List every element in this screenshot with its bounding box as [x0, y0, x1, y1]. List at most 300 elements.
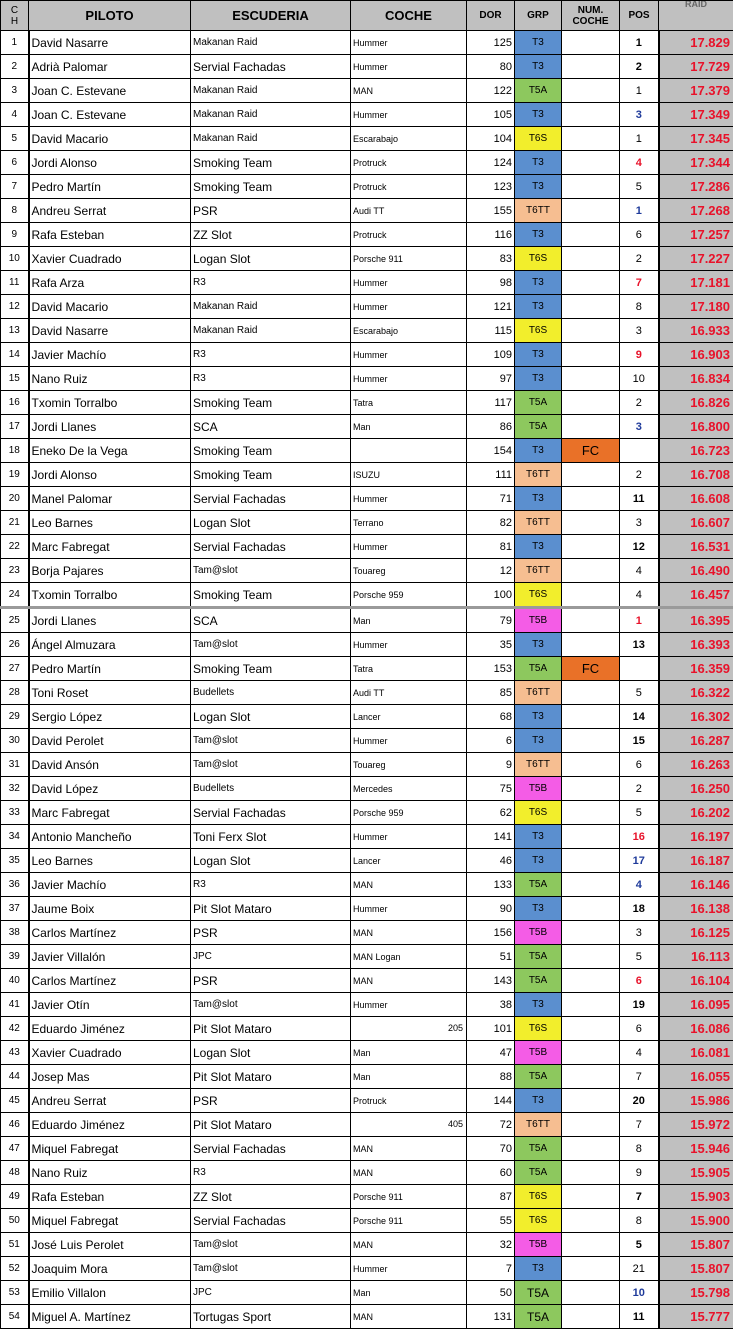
cell-piloto: Javier Machío — [29, 873, 191, 897]
cell-dor: 104 — [467, 127, 515, 151]
cell-dor: 115 — [467, 319, 515, 343]
cell-raid: 16.138 — [659, 897, 733, 921]
cell-ch: 5 — [1, 127, 29, 151]
cell-num-coche — [562, 247, 620, 271]
cell-coche: Hummer — [351, 993, 467, 1017]
cell-escuderia: Servial Fachadas — [191, 535, 351, 559]
cell-ch: 42 — [1, 1017, 29, 1041]
cell-pos: 18 — [620, 897, 659, 921]
cell-num-coche — [562, 705, 620, 729]
cell-piloto: Borja Pajares — [29, 559, 191, 583]
cell-escuderia: SCA — [191, 608, 351, 633]
cell-grp: T6TT — [515, 199, 562, 223]
cell-coche: Tatra — [351, 657, 467, 681]
cell-escuderia: Smoking Team — [191, 583, 351, 608]
cell-coche: Protruck — [351, 151, 467, 175]
cell-ch: 4 — [1, 103, 29, 127]
cell-piloto: Javier Villalón — [29, 945, 191, 969]
cell-coche: Man — [351, 608, 467, 633]
table-row — [1, 127, 733, 151]
table-row — [1, 103, 733, 127]
cell-ch: 10 — [1, 247, 29, 271]
cell-coche: Protruck — [351, 223, 467, 247]
cell-num-coche — [562, 103, 620, 127]
cell-dor: 122 — [467, 79, 515, 103]
cell-num-coche — [562, 608, 620, 633]
table-row — [1, 295, 733, 319]
cell-num-coche — [562, 849, 620, 873]
cell-pos: 8 — [620, 1137, 659, 1161]
cell-num-coche — [562, 825, 620, 849]
cell-escuderia: Budellets — [191, 777, 351, 801]
cell-raid: 16.125 — [659, 921, 733, 945]
cell-dor: 101 — [467, 1017, 515, 1041]
cell-escuderia: SCA — [191, 415, 351, 439]
cell-dor: 105 — [467, 103, 515, 127]
cell-piloto: David Ansón — [29, 753, 191, 777]
cell-escuderia: Makanan Raid — [191, 127, 351, 151]
cell-raid: 16.095 — [659, 993, 733, 1017]
table-row — [1, 271, 733, 295]
cell-coche: MAN — [351, 79, 467, 103]
cell-piloto: Ángel Almuzara — [29, 633, 191, 657]
cell-grp: T3 — [515, 343, 562, 367]
cell-piloto: Nano Ruiz — [29, 367, 191, 391]
cell-num-coche — [562, 487, 620, 511]
cell-pos — [620, 439, 659, 463]
cell-pos: 4 — [620, 873, 659, 897]
table-row — [1, 1209, 733, 1233]
cell-grp: T3 — [515, 295, 562, 319]
cell-piloto: Jordi Alonso — [29, 463, 191, 487]
cell-dor: 123 — [467, 175, 515, 199]
cell-ch: 13 — [1, 319, 29, 343]
cell-escuderia: Logan Slot — [191, 247, 351, 271]
cell-pos: 1 — [620, 127, 659, 151]
cell-piloto: Toni Roset — [29, 681, 191, 705]
cell-raid: 17.227 — [659, 247, 733, 271]
cell-pos: 4 — [620, 151, 659, 175]
cell-dor: 51 — [467, 945, 515, 969]
cell-coche: Hummer — [351, 271, 467, 295]
cell-escuderia: Logan Slot — [191, 511, 351, 535]
cell-grp: T6TT — [515, 681, 562, 705]
cell-num-coche — [562, 681, 620, 705]
table-row — [1, 945, 733, 969]
table-header-row — [1, 1, 733, 31]
cell-grp: T5A — [515, 657, 562, 681]
cell-dor: 98 — [467, 271, 515, 295]
cell-pos: 9 — [620, 1161, 659, 1185]
cell-escuderia: PSR — [191, 199, 351, 223]
table-row — [1, 681, 733, 705]
cell-dor: 125 — [467, 31, 515, 55]
cell-num-coche — [562, 969, 620, 993]
table-row — [1, 1161, 733, 1185]
cell-dor: 75 — [467, 777, 515, 801]
cell-dor: 72 — [467, 1113, 515, 1137]
cell-escuderia: Pit Slot Mataro — [191, 1017, 351, 1041]
cell-grp: T3 — [515, 367, 562, 391]
header-dor: DOR — [467, 1, 515, 31]
cell-ch: 12 — [1, 295, 29, 319]
cell-escuderia: Makanan Raid — [191, 319, 351, 343]
cell-num-coche — [562, 415, 620, 439]
cell-pos: 1 — [620, 31, 659, 55]
cell-pos: 6 — [620, 1017, 659, 1041]
cell-pos: 12 — [620, 535, 659, 559]
cell-grp: T5A — [515, 1137, 562, 1161]
cell-ch: 49 — [1, 1185, 29, 1209]
cell-piloto: Pedro Martín — [29, 175, 191, 199]
cell-ch: 24 — [1, 583, 29, 608]
cell-ch: 39 — [1, 945, 29, 969]
cell-pos: 5 — [620, 801, 659, 825]
cell-coche: Man — [351, 1065, 467, 1089]
cell-pos: 7 — [620, 1113, 659, 1137]
cell-grp: T5A — [515, 873, 562, 897]
table-row — [1, 175, 733, 199]
cell-ch: 35 — [1, 849, 29, 873]
cell-piloto: Jordi Alonso — [29, 151, 191, 175]
cell-coche — [351, 1017, 467, 1041]
cell-ch: 50 — [1, 1209, 29, 1233]
cell-dor: 79 — [467, 608, 515, 633]
cell-piloto: Miquel Fabregat — [29, 1209, 191, 1233]
cell-raid: 16.393 — [659, 633, 733, 657]
cell-ch: 26 — [1, 633, 29, 657]
cell-grp: T6S — [515, 1209, 562, 1233]
cell-coche: Hummer — [351, 1257, 467, 1281]
cell-grp: T3 — [515, 103, 562, 127]
cell-escuderia: PSR — [191, 969, 351, 993]
cell-pos: 5 — [620, 945, 659, 969]
cell-num-coche — [562, 729, 620, 753]
cell-ch: 9 — [1, 223, 29, 247]
cell-num-coche — [562, 753, 620, 777]
header-num-coche: NUM. COCHE — [562, 1, 620, 31]
table-row — [1, 753, 733, 777]
cell-raid: 16.933 — [659, 319, 733, 343]
cell-raid: 16.723 — [659, 439, 733, 463]
cell-ch: 30 — [1, 729, 29, 753]
cell-piloto: Txomin Torralbo — [29, 391, 191, 415]
cell-raid: 17.379 — [659, 79, 733, 103]
cell-raid: 15.972 — [659, 1113, 733, 1137]
cell-ch: 33 — [1, 801, 29, 825]
cell-grp: T3 — [515, 271, 562, 295]
cell-ch: 52 — [1, 1257, 29, 1281]
cell-coche: Hummer — [351, 55, 467, 79]
cell-piloto: Joaquim Mora — [29, 1257, 191, 1281]
cell-grp: T5A — [515, 1305, 562, 1329]
cell-coche-extra: 405 — [447, 1119, 463, 1129]
cell-num-coche — [562, 511, 620, 535]
cell-piloto: David Macario — [29, 127, 191, 151]
cell-ch: 22 — [1, 535, 29, 559]
header-coche: COCHE — [351, 1, 467, 31]
cell-raid: 15.900 — [659, 1209, 733, 1233]
cell-dor: 83 — [467, 247, 515, 271]
cell-raid: 16.302 — [659, 705, 733, 729]
cell-pos: 3 — [620, 103, 659, 127]
cell-piloto: Javier Otín — [29, 993, 191, 1017]
table-row — [1, 705, 733, 729]
cell-dor: 82 — [467, 511, 515, 535]
cell-grp: T6TT — [515, 463, 562, 487]
cell-raid: 16.826 — [659, 391, 733, 415]
cell-raid: 16.395 — [659, 608, 733, 633]
table-row — [1, 1113, 733, 1137]
cell-ch: 28 — [1, 681, 29, 705]
cell-escuderia: R3 — [191, 1161, 351, 1185]
cell-ch: 25 — [1, 608, 29, 633]
table-row — [1, 343, 733, 367]
cell-ch: 8 — [1, 199, 29, 223]
cell-grp: T6S — [515, 1017, 562, 1041]
cell-dor: 88 — [467, 1065, 515, 1089]
cell-piloto: José Luis Perolet — [29, 1233, 191, 1257]
cell-dor: 47 — [467, 1041, 515, 1065]
cell-escuderia: Smoking Team — [191, 463, 351, 487]
cell-piloto: Nano Ruiz — [29, 1161, 191, 1185]
cell-dor: 46 — [467, 849, 515, 873]
cell-coche: Touareg — [351, 559, 467, 583]
cell-dor: 117 — [467, 391, 515, 415]
cell-num-coche — [562, 271, 620, 295]
cell-escuderia: Budellets — [191, 681, 351, 705]
cell-piloto: Pedro Martín — [29, 657, 191, 681]
table-row — [1, 1041, 733, 1065]
cell-piloto: Xavier Cuadrado — [29, 247, 191, 271]
cell-coche: Hummer — [351, 897, 467, 921]
cell-ch: 41 — [1, 993, 29, 1017]
cell-grp: T6TT — [515, 511, 562, 535]
cell-ch: 18 — [1, 439, 29, 463]
cell-pos: 8 — [620, 1209, 659, 1233]
table-row — [1, 463, 733, 487]
cell-coche: Mercedes — [351, 777, 467, 801]
cell-raid: 16.287 — [659, 729, 733, 753]
cell-escuderia: ZZ Slot — [191, 1185, 351, 1209]
cell-raid: 16.322 — [659, 681, 733, 705]
cell-dor: 100 — [467, 583, 515, 608]
cell-pos: 3 — [620, 415, 659, 439]
cell-coche: Porsche 911 — [351, 247, 467, 271]
table-row — [1, 31, 733, 55]
cell-dor: 90 — [467, 897, 515, 921]
cell-grp: T5A — [515, 1281, 562, 1305]
cell-grp: T5A — [515, 945, 562, 969]
cell-grp: T3 — [515, 993, 562, 1017]
cell-coche: Hummer — [351, 343, 467, 367]
cell-pos: 11 — [620, 1305, 659, 1329]
cell-num-coche: FC — [562, 657, 620, 681]
cell-ch: 3 — [1, 79, 29, 103]
cell-pos: 5 — [620, 175, 659, 199]
cell-escuderia: Tam@slot — [191, 993, 351, 1017]
table-row — [1, 223, 733, 247]
cell-grp: T5A — [515, 1065, 562, 1089]
cell-pos: 2 — [620, 391, 659, 415]
cell-piloto: Leo Barnes — [29, 849, 191, 873]
table-row — [1, 535, 733, 559]
cell-raid: 17.286 — [659, 175, 733, 199]
table-row — [1, 897, 733, 921]
cell-coche: MAN — [351, 1161, 467, 1185]
cell-escuderia: Servial Fachadas — [191, 801, 351, 825]
cell-num-coche — [562, 921, 620, 945]
table-row — [1, 583, 733, 608]
cell-dor: 97 — [467, 367, 515, 391]
cell-grp: T5B — [515, 777, 562, 801]
cell-coche: Porsche 959 — [351, 583, 467, 608]
cell-num-coche — [562, 343, 620, 367]
cell-piloto: Joan C. Estevane — [29, 79, 191, 103]
cell-pos: 21 — [620, 1257, 659, 1281]
cell-raid: 16.903 — [659, 343, 733, 367]
cell-pos: 3 — [620, 511, 659, 535]
cell-coche: Man — [351, 1041, 467, 1065]
table-row — [1, 825, 733, 849]
cell-dor: 109 — [467, 343, 515, 367]
cell-coche: Hummer — [351, 31, 467, 55]
cell-escuderia: Tam@slot — [191, 753, 351, 777]
cell-escuderia: Smoking Team — [191, 657, 351, 681]
cell-pos: 4 — [620, 1041, 659, 1065]
cell-escuderia: Servial Fachadas — [191, 487, 351, 511]
cell-escuderia: Tam@slot — [191, 729, 351, 753]
cell-grp: T3 — [515, 535, 562, 559]
cell-piloto: Leo Barnes — [29, 511, 191, 535]
cell-raid: 17.268 — [659, 199, 733, 223]
cell-raid: 16.113 — [659, 945, 733, 969]
cell-grp: T6TT — [515, 1113, 562, 1137]
table-row — [1, 873, 733, 897]
cell-grp: T3 — [515, 729, 562, 753]
cell-grp: T5B — [515, 1233, 562, 1257]
cell-escuderia: Pit Slot Mataro — [191, 1113, 351, 1137]
cell-grp: T5A — [515, 1161, 562, 1185]
cell-ch: 48 — [1, 1161, 29, 1185]
cell-num-coche: FC — [562, 439, 620, 463]
cell-grp: T5A — [515, 79, 562, 103]
cell-grp: T5B — [515, 921, 562, 945]
cell-num-coche — [562, 993, 620, 1017]
cell-num-coche — [562, 1017, 620, 1041]
cell-num-coche — [562, 55, 620, 79]
cell-dor: 87 — [467, 1185, 515, 1209]
cell-num-coche — [562, 1137, 620, 1161]
cell-num-coche — [562, 1041, 620, 1065]
cell-dor: 70 — [467, 1137, 515, 1161]
cell-dor: 133 — [467, 873, 515, 897]
cell-grp: T3 — [515, 31, 562, 55]
cell-piloto: Xavier Cuadrado — [29, 1041, 191, 1065]
cell-grp: T6S — [515, 319, 562, 343]
cell-coche: Hummer — [351, 295, 467, 319]
cell-num-coche — [562, 945, 620, 969]
cell-raid: 16.834 — [659, 367, 733, 391]
table-row — [1, 1305, 733, 1329]
cell-coche: MAN — [351, 1305, 467, 1329]
table-row — [1, 657, 733, 681]
cell-pos: 11 — [620, 487, 659, 511]
cell-raid: 15.807 — [659, 1233, 733, 1257]
cell-ch: 6 — [1, 151, 29, 175]
cell-ch: 21 — [1, 511, 29, 535]
cell-pos: 17 — [620, 849, 659, 873]
cell-num-coche — [562, 295, 620, 319]
cell-num-coche — [562, 873, 620, 897]
cell-num-coche — [562, 79, 620, 103]
cell-coche: Terrano — [351, 511, 467, 535]
cell-num-coche — [562, 1233, 620, 1257]
cell-dor: 144 — [467, 1089, 515, 1113]
cell-piloto: Txomin Torralbo — [29, 583, 191, 608]
cell-pos: 7 — [620, 271, 659, 295]
cell-num-coche — [562, 583, 620, 608]
cell-piloto: David López — [29, 777, 191, 801]
cell-piloto: Eduardo Jiménez — [29, 1113, 191, 1137]
cell-grp: T5A — [515, 969, 562, 993]
cell-grp: T3 — [515, 633, 562, 657]
cell-coche: Porsche 911 — [351, 1209, 467, 1233]
cell-grp: T5A — [515, 415, 562, 439]
cell-dor: 38 — [467, 993, 515, 1017]
cell-raid: 16.608 — [659, 487, 733, 511]
cell-grp: T3 — [515, 151, 562, 175]
cell-piloto: David Nasarre — [29, 319, 191, 343]
table-row — [1, 993, 733, 1017]
cell-grp: T3 — [515, 439, 562, 463]
cell-dor: 60 — [467, 1161, 515, 1185]
cell-coche: Escarabajo — [351, 319, 467, 343]
cell-dor: 131 — [467, 1305, 515, 1329]
cell-pos: 9 — [620, 343, 659, 367]
cell-grp: T6S — [515, 247, 562, 271]
header-pos: POS — [620, 1, 659, 31]
cell-pos: 2 — [620, 55, 659, 79]
cell-raid: 17.729 — [659, 55, 733, 79]
cell-piloto: Jordi Llanes — [29, 415, 191, 439]
cell-piloto: Antonio Mancheño — [29, 825, 191, 849]
cell-raid: 15.905 — [659, 1161, 733, 1185]
cell-pos: 5 — [620, 681, 659, 705]
table-row — [1, 801, 733, 825]
cell-dor: 141 — [467, 825, 515, 849]
cell-coche: Hummer — [351, 487, 467, 511]
cell-pos: 3 — [620, 319, 659, 343]
cell-dor: 55 — [467, 1209, 515, 1233]
cell-coche: Tatra — [351, 391, 467, 415]
table-row — [1, 367, 733, 391]
cell-num-coche — [562, 1161, 620, 1185]
cell-num-coche — [562, 1257, 620, 1281]
cell-escuderia: Servial Fachadas — [191, 1137, 351, 1161]
cell-raid: 17.349 — [659, 103, 733, 127]
cell-raid: 15.903 — [659, 1185, 733, 1209]
cell-ch: 17 — [1, 415, 29, 439]
cell-escuderia: JPC — [191, 1281, 351, 1305]
table-row — [1, 511, 733, 535]
cell-ch: 54 — [1, 1305, 29, 1329]
cell-piloto: Emilio Villalon — [29, 1281, 191, 1305]
cell-pos: 7 — [620, 1065, 659, 1089]
cell-pos: 3 — [620, 921, 659, 945]
cell-dor: 86 — [467, 415, 515, 439]
cell-escuderia: Servial Fachadas — [191, 1209, 351, 1233]
